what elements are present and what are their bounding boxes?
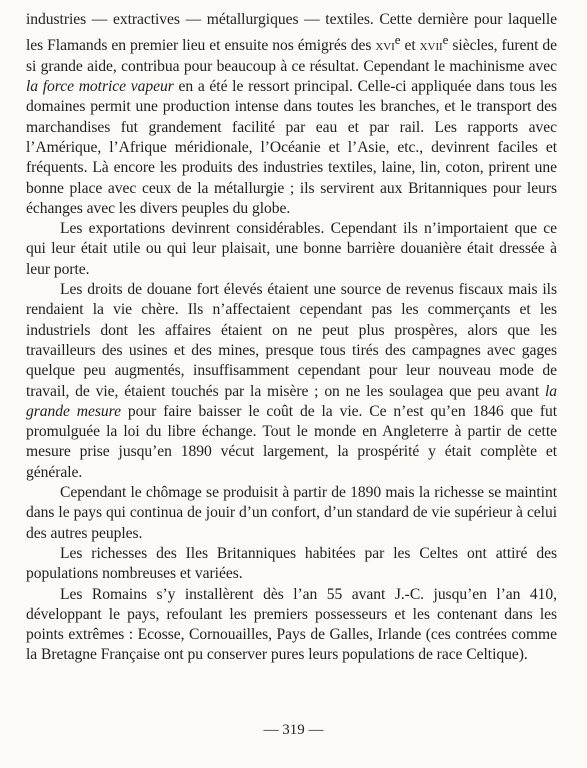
- paragraph: Les exportations devinrent considérables. Cependant ils n’importaient que ce qui leur était utile ou qui leur plaisait, une bonne barrière douanière était dressée à leur porte.: [26, 220, 557, 278]
- paragraph: Les richesses des Iles Britanniques habitées par les Celtes ont attiré des populations nombreuses et variées.: [26, 544, 557, 583]
- page-number: — 319 —: [263, 722, 324, 738]
- paragraph: industries — extractives — métallurgiques — textiles. Cette dernière pour laquelle les Flamands en premier lieu et ensuite nos émigrés des xvi$^e$ et xvii$^e$ siècles, furent de si grande aide, contribua pour beaucoup à ce résultat. Cependant le machinisme avec la force motrice vapeur en a été le ressort principal. Celle-ci appliquée dans tous les domaines permit une production intense dans toutes les branches, et le transport des marchandises fut grandement facilité par eau et par rail. Les rapports avec l’Amérique, l’Afrique méridionale, l’Océanie et l’Asie, etc., devinrent faciles et fréquents. Là encore les produits des industries textiles, laine, lin, coton, prirent une bonne place avec ceux de la métallurgie ; ils servirent aux Britanniques pour leurs échanges avec les divers peuples du globe.: [26, 11, 557, 217]
- body-text: [26, 10, 557, 666]
- paragraph: Les droits de douane fort élevés étaient une source de revenus fiscaux mais ils rendaient la vie chère. Ils n’affectaient cependant pas les commerçants et les industriels dont les affaires étaient on ne peut plus prospères, alors que les travailleurs des usines et des mines, presque tous tirés des campagnes avec gages quelque peu augmentés, insuffisamment cependant pour leur nouveau mode de travail, de vie, étaient touchés par la misère ; on ne les soulagea que peu avant la grande mesure pour faire baisser le coût de la vie. Ce n’est qu’en 1846 que fut promulguée la loi du libre échange. Tout le monde en Angleterre à partir de cette mesure prise jusqu’en 1890 vécut largement, la prospérité y était complète et générale.: [26, 281, 557, 481]
- paragraph: Cependant le chômage se produisit à partir de 1890 mais la richesse se maintint dans le pays qui continua de jouir d’un confort, d’un standard de vie supérieur à celui des autres peuples.: [26, 484, 557, 542]
- paragraph: Les Romains s’y installèrent dès l’an 55 avant J.-C. jusqu’en l’an 410, développant le pays, refoulant les premiers possesseurs et les contenant dans les points extrêmes : Ecosse, Cornouailles, Pays de Galles, Irlande (ces contrées comme la Bretagne Française ont pu conserver pures leurs populations de race Celtique).: [26, 585, 557, 664]
